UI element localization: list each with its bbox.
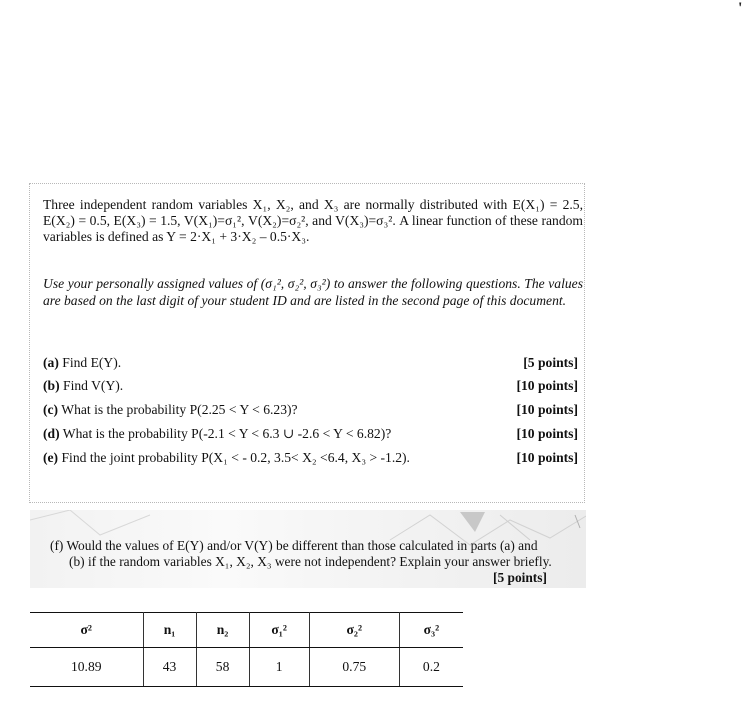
table-header: σ₂² <box>309 613 399 648</box>
question-b <box>43 377 578 395</box>
question-a <box>43 354 578 372</box>
question-points: [5 points] <box>523 355 578 370</box>
assigned-values-table <box>30 612 463 687</box>
question-c <box>43 401 578 419</box>
table-header: σ₁² <box>249 613 309 648</box>
question-label: (d) <box>43 426 60 441</box>
question-points: [10 points] <box>516 378 578 393</box>
table-cell: 1 <box>249 648 309 687</box>
table-cell: 43 <box>143 648 196 687</box>
question-text: Find the joint probability P(X₁ < - 0.2, 3.5< X₂ <6.4, X₃ > -1.2). <box>61 450 410 465</box>
table-header: σ₃² <box>399 613 463 648</box>
question-points: [10 points] <box>516 450 578 465</box>
question-label: (a) <box>43 355 59 370</box>
question-label: (e) <box>43 450 59 465</box>
question-f-text <box>50 538 560 570</box>
question-text: What is the probability P(-2.1 < Y < 6.3 ∪ -2.6 < Y < 6.82)? <box>62 426 392 441</box>
question-text: What is the probability P(2.25 < Y < 6.23)? <box>61 402 298 417</box>
question-d <box>43 425 578 443</box>
instructions: Use your personally assigned values of (σ₁², σ₂², σ₃²) to answer the following questions. The values are based on the last digit of your student ID and are listed in the second page of this document. <box>43 276 583 308</box>
table-row <box>30 648 463 687</box>
table-header-row <box>30 613 463 648</box>
corner-mark: ' <box>738 0 743 17</box>
question-f-points: [5 points] <box>493 570 547 585</box>
question-text: Find V(Y). <box>63 378 124 393</box>
question-points: [10 points] <box>516 426 578 441</box>
question-e <box>43 449 578 467</box>
question-label: (b) <box>43 378 60 393</box>
table-header: n₁ <box>143 613 196 648</box>
table-cell: 0.75 <box>309 648 399 687</box>
table-cell: 0.2 <box>399 648 463 687</box>
question-points: [10 points] <box>516 402 578 417</box>
problem-intro: Three independent random variables X₁, X₂, and X₃ are normally distributed with E(X₁) = 2.5, E(X₂) = 0.5, E(X₃) = 1.5, V(X₁)=σ₁², V(X₂)=σ₂², and V(X₃)=σ₃². A linear function of these random variables is defined as Y = 2·X₁ + 3·X₂ – 0.5·X₃. <box>43 197 583 244</box>
table-cell: 10.89 <box>30 648 143 687</box>
table-cell: 58 <box>196 648 249 687</box>
question-text: Find E(Y). <box>62 355 122 370</box>
question-label: (c) <box>43 402 59 417</box>
table-header: σ² <box>30 613 143 648</box>
question-f-line1: (f) Would the values of E(Y) and/or V(Y) be different than those calculated in parts (a) and <box>50 538 538 553</box>
table-header: n₂ <box>196 613 249 648</box>
question-f-line2: (b) if the random variables X₁, X₂, X₃ were not independent? Explain your answer briefly. <box>69 554 552 569</box>
